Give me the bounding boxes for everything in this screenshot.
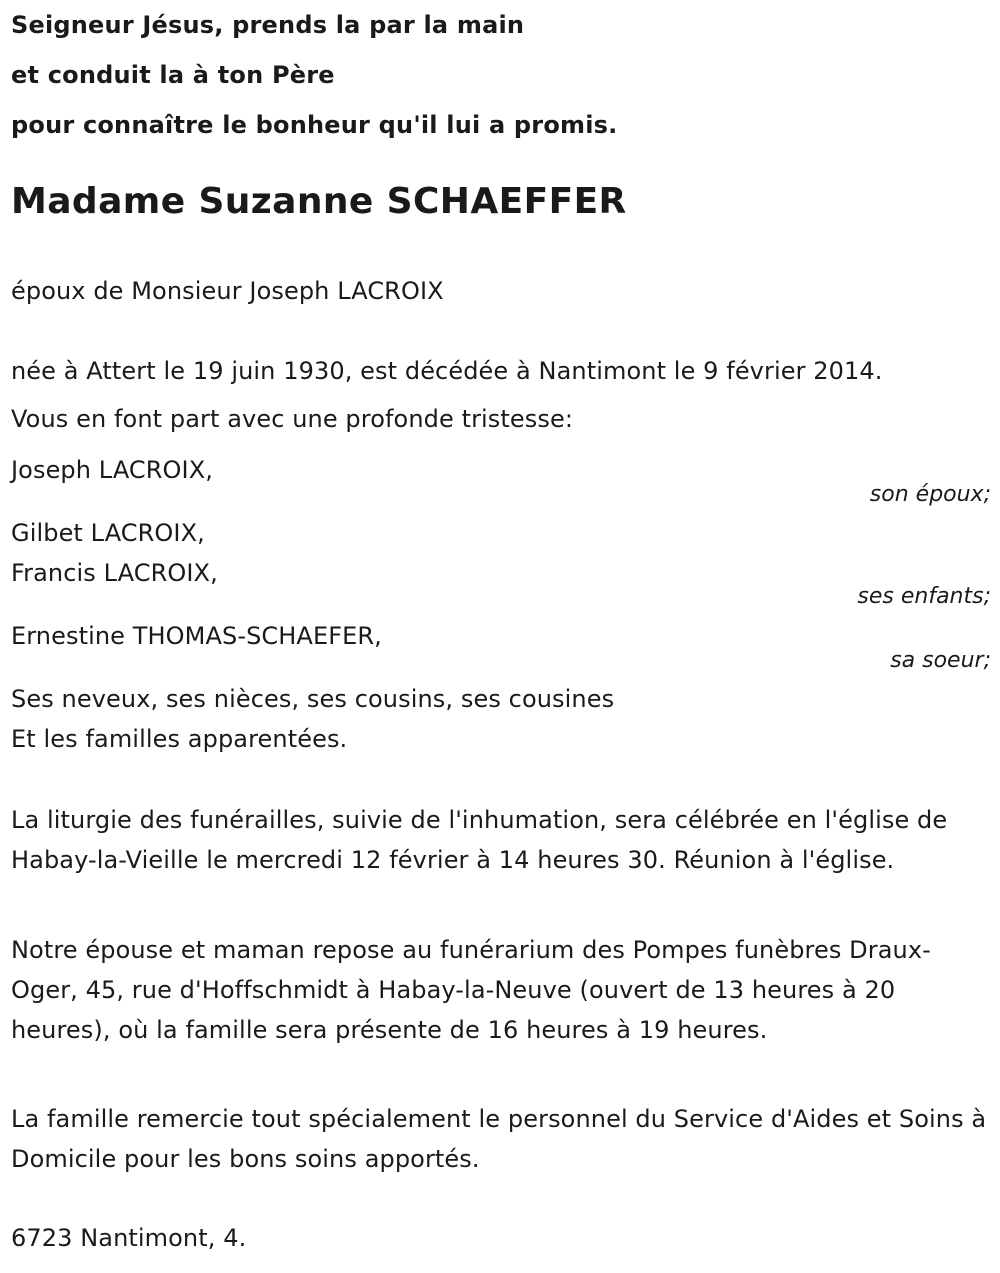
family-relatives-line: Ses neveux, ses nièces, ses cousins, ses cousines xyxy=(11,685,615,713)
birth-death-line: née à Attert le 19 juin 1930, est décédée à Nantimont le 9 février 2014. xyxy=(11,357,883,385)
liturgy-paragraph: La liturgie des funérailles, suivie de l'inhumation, sera célébrée en l'église de Habay-la-Vieille le mercredi 12 février à 14 heures 30. Réunion à l'église. xyxy=(11,806,948,874)
family-child-name: Francis LACROIX, xyxy=(11,559,218,587)
family-children-role: ses enfants; xyxy=(857,584,991,609)
prayer-line: pour connaître le bonheur qu'il lui a promis. xyxy=(11,111,618,139)
prayer-line: et conduit la à ton Père xyxy=(11,61,335,89)
family-sister-name: Ernestine THOMAS-SCHAEFER, xyxy=(11,622,382,650)
announcement-intro: Vous en font part avec une profonde tristesse: xyxy=(11,405,574,433)
family-relatives-line: Et les familles apparentées. xyxy=(11,725,348,753)
family-spouse-name: Joseph LACROIX, xyxy=(11,456,213,484)
family-sister-role: sa soeur; xyxy=(890,648,991,673)
prayer-verse xyxy=(11,0,991,150)
thanks-paragraph: La famille remercie tout spécialement le personnel du Service d'Aides et Soins à Domicile pour les bons soins apportés. xyxy=(11,1105,987,1173)
deceased-name: Madame Suzanne SCHAEFFER xyxy=(11,181,627,222)
family-child-name: Gilbet LACROIX, xyxy=(11,519,205,547)
family-spouse-role: son époux; xyxy=(869,482,991,507)
spouse-line: époux de Monsieur Joseph LACROIX xyxy=(11,277,444,305)
funerarium-paragraph: Notre épouse et maman repose au funérarium des Pompes funèbres Draux-Oger, 45, rue d'Hoffschmidt à Habay-la-Neuve (ouvert de 13 heures à 20 heures), où la famille sera présente de 16 heures à 19 heures. xyxy=(11,936,931,1044)
address-line: 6723 Nantimont, 4. xyxy=(11,1224,247,1252)
obituary-document xyxy=(11,0,991,1252)
prayer-line: Seigneur Jésus, prends la par la main xyxy=(11,11,525,39)
